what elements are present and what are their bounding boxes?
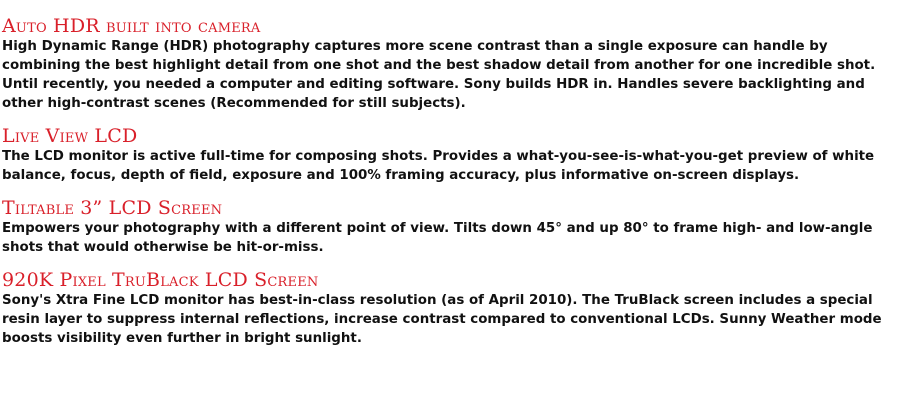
section-body: Sony's Xtra Fine LCD monitor has best-in-class resolution (as of April 2010). The TruBlack screen includes a special resin layer to suppress internal reflections, increase contrast compared to conventional LCDs. Sunny Weather mode boosts visibility even further in bright sunlight. <box>2 293 882 346</box>
section-heading: Tiltable 3” LCD Screen <box>2 197 223 219</box>
section-body: The LCD monitor is active full-time for composing shots. Provides a what-you-see-is-what-you-get preview of white balance, focus, depth of field, exposure and 100% framing accuracy, plus informative on-screen displays. <box>2 149 875 183</box>
section-heading: Live View LCD <box>2 125 138 147</box>
section-auto-hdr <box>2 15 892 113</box>
section-live-view-lcd <box>2 125 892 185</box>
section-body: High Dynamic Range (HDR) photography captures more scene contrast than a single exposure can handle by combining the best highlight detail from one shot and the best shadow detail from another for one incredible shot. Until recently, you needed a computer and editing software. Sony builds HDR in. Handles severe backlighting and other high-contrast scenes (Recommended for still subjects). <box>2 39 876 111</box>
feature-document <box>2 15 892 360</box>
section-trublack-lcd <box>2 269 892 348</box>
section-body: Empowers your photography with a different point of view. Tilts down 45° and up 80° to frame high- and low-angle shots that would otherwise be hit-or-miss. <box>2 221 873 255</box>
section-tiltable-lcd <box>2 197 892 257</box>
section-heading: Auto HDR built into camera <box>2 15 261 37</box>
section-heading: 920K Pixel TruBlack LCD Screen <box>2 269 319 291</box>
